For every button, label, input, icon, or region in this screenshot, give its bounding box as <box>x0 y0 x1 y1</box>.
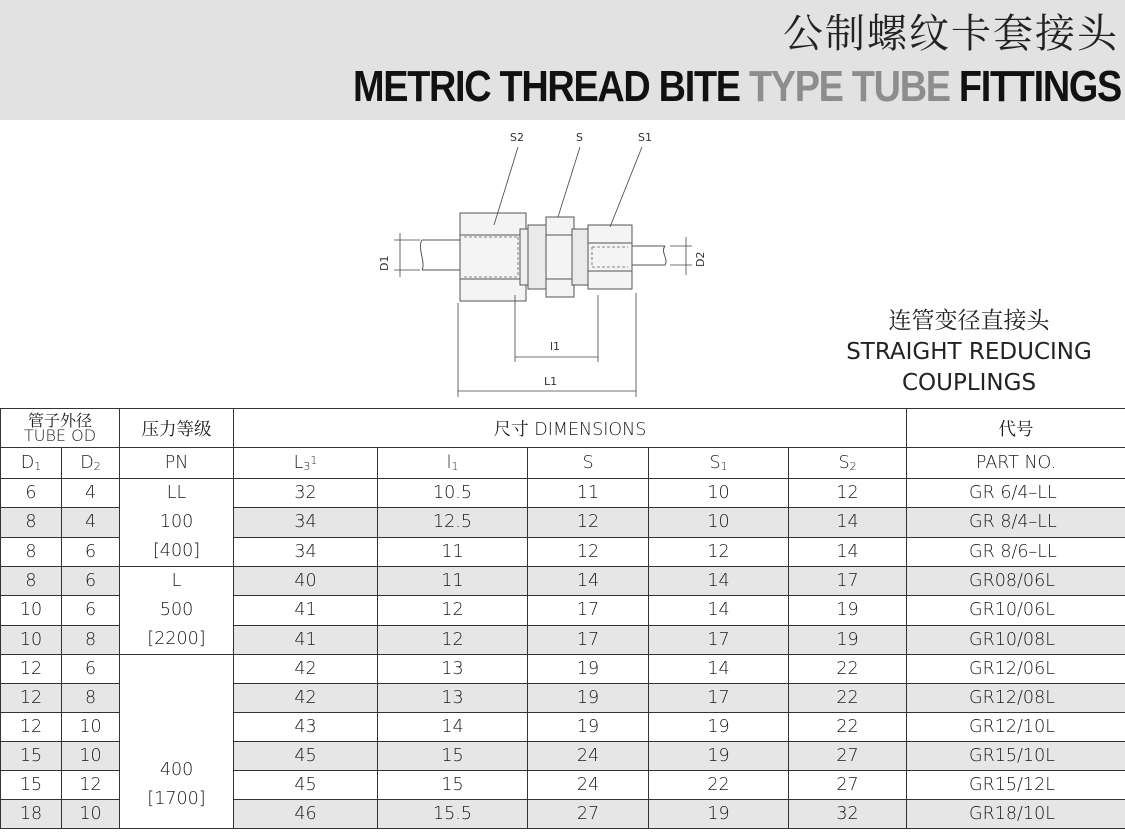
cell-s1: 22 <box>649 771 789 800</box>
cell-i1: 15 <box>378 742 528 771</box>
cell-l1: 42 <box>234 684 378 713</box>
cell-d2: 8 <box>62 684 120 713</box>
label-s2: S2 <box>510 131 524 144</box>
table-header-row-2 <box>1 448 1125 479</box>
cell-s2: 19 <box>789 596 907 625</box>
cell-s1: 10 <box>649 479 789 508</box>
cell-s1: 14 <box>649 655 789 684</box>
cell-s: 11 <box>528 479 649 508</box>
page-title-english <box>353 62 1121 112</box>
part-header-cn: 代号 <box>907 409 1125 448</box>
cell-s2: 14 <box>789 508 907 537</box>
pn-line: LL <box>166 483 187 503</box>
cell-d1: 8 <box>1 508 62 537</box>
cell-i1: 12 <box>378 625 528 654</box>
cell-d2: 6 <box>62 655 120 684</box>
cell-pn-group <box>120 655 234 829</box>
col-s2: S2 <box>789 448 907 479</box>
cell-d2: 8 <box>62 625 120 654</box>
label-s1: S1 <box>638 131 652 144</box>
title-part-2: TYPE TUBE <box>748 62 950 111</box>
col-i1: l1 <box>378 448 528 479</box>
cell-d1: 15 <box>1 771 62 800</box>
title-part-3: FITTINGS <box>949 62 1121 111</box>
dimensions-table <box>0 408 1125 829</box>
cell-part-no: GR15/12L <box>907 771 1125 800</box>
cell-s: 19 <box>528 684 649 713</box>
cell-d2: 4 <box>62 508 120 537</box>
cell-d1: 12 <box>1 655 62 684</box>
cell-s1: 19 <box>649 713 789 742</box>
cell-d2: 10 <box>62 713 120 742</box>
dimensions-header: 尺寸 DIMENSIONS <box>234 409 907 448</box>
cell-part-no: GR08/06L <box>907 567 1125 596</box>
cell-s: 17 <box>528 596 649 625</box>
pn-line <box>120 698 233 727</box>
label-s: S <box>576 131 583 144</box>
col-d2: D2 <box>62 448 120 479</box>
label-l1: L1 <box>544 375 558 388</box>
cell-s2: 27 <box>789 771 907 800</box>
cell-part-no: GR12/06L <box>907 655 1125 684</box>
cell-s: 12 <box>528 508 649 537</box>
col-s1: S1 <box>649 448 789 479</box>
subtitle-english-2: COUPLINGS <box>901 370 1037 396</box>
cell-d2: 6 <box>62 567 120 596</box>
cell-i1: 11 <box>378 537 528 566</box>
pn-line: [400] <box>152 541 201 561</box>
table-row <box>1 567 1125 596</box>
cell-pn-group <box>120 567 234 655</box>
cell-s2: 22 <box>789 655 907 684</box>
cell-d1: 12 <box>1 713 62 742</box>
table-body <box>1 479 1125 829</box>
subtitle-chinese: 连管变径直接头 <box>888 308 1050 334</box>
cell-s: 19 <box>528 655 649 684</box>
cell-d2: 12 <box>62 771 120 800</box>
cell-part-no: GR15/10L <box>907 742 1125 771</box>
cell-d1: 10 <box>1 596 62 625</box>
cell-s1: 14 <box>649 567 789 596</box>
col-part-no: PART NO. <box>907 448 1125 479</box>
cell-s2: 32 <box>789 800 907 829</box>
cell-d2: 4 <box>62 479 120 508</box>
cell-d1: 15 <box>1 742 62 771</box>
cell-l1: 34 <box>234 537 378 566</box>
col-l1: $L3^1$ <box>234 448 378 479</box>
col-pn: PN <box>120 448 234 479</box>
cell-i1: 13 <box>378 684 528 713</box>
tube-od-cn: 管子外径 <box>28 411 93 430</box>
table-row <box>1 655 1125 684</box>
cell-i1: 14 <box>378 713 528 742</box>
product-subtitle <box>819 306 1119 399</box>
cell-l1: 45 <box>234 742 378 771</box>
cell-s: 27 <box>528 800 649 829</box>
header-banner <box>0 0 1125 120</box>
cell-s2: 12 <box>789 479 907 508</box>
cell-s1: 10 <box>649 508 789 537</box>
tube-od-header <box>1 409 120 448</box>
cell-l1: 41 <box>234 596 378 625</box>
cell-d1: 8 <box>1 567 62 596</box>
pn-line: 500 <box>159 600 194 620</box>
cell-s1: 19 <box>649 800 789 829</box>
cell-d2: 10 <box>62 800 120 829</box>
table-row <box>1 479 1125 508</box>
cell-s2: 27 <box>789 742 907 771</box>
cell-s1: 17 <box>649 684 789 713</box>
col-d1: D1 <box>1 448 62 479</box>
cell-l1: 41 <box>234 625 378 654</box>
cell-part-no: GR12/10L <box>907 713 1125 742</box>
cell-part-no: GR 8/4–LL <box>907 508 1125 537</box>
cell-l1: 32 <box>234 479 378 508</box>
cell-i1: 15 <box>378 771 528 800</box>
subtitle-english-1: STRAIGHT REDUCING <box>846 339 1092 365</box>
cell-l1: 40 <box>234 567 378 596</box>
cell-part-no: GR 8/6–LL <box>907 537 1125 566</box>
cell-d1: 10 <box>1 625 62 654</box>
cell-s: 24 <box>528 771 649 800</box>
cell-d1: 12 <box>1 684 62 713</box>
cell-d1: 8 <box>1 537 62 566</box>
cell-l1: 46 <box>234 800 378 829</box>
cell-d2: 10 <box>62 742 120 771</box>
cell-s: 12 <box>528 537 649 566</box>
label-d2: D2 <box>694 251 707 267</box>
label-d1: D1 <box>378 255 391 271</box>
cell-s2: 22 <box>789 684 907 713</box>
cell-l1: 45 <box>234 771 378 800</box>
cell-s: 14 <box>528 567 649 596</box>
pn-line <box>120 727 233 756</box>
cell-s1: 19 <box>649 742 789 771</box>
pn-line: L <box>171 571 182 591</box>
pn-line <box>120 669 233 698</box>
pn-line: 100 <box>159 512 194 532</box>
cell-i1: 12 <box>378 596 528 625</box>
cell-i1: 11 <box>378 567 528 596</box>
cell-l1: 42 <box>234 655 378 684</box>
cell-part-no: GR 6/4–LL <box>907 479 1125 508</box>
pn-header-cn: 压力等级 <box>120 409 234 448</box>
page-title-chinese: 公制螺纹卡套接头 <box>783 11 1119 57</box>
cell-l1: 34 <box>234 508 378 537</box>
cell-i1: 13 <box>378 655 528 684</box>
tube-od-en: TUBE OD <box>23 426 97 445</box>
cell-d2: 6 <box>62 537 120 566</box>
cell-d2: 6 <box>62 596 120 625</box>
cell-s1: 14 <box>649 596 789 625</box>
cell-s2: 14 <box>789 537 907 566</box>
table-header-row-1 <box>1 409 1125 448</box>
pn-line: [1700] <box>147 789 206 809</box>
cell-s1: 17 <box>649 625 789 654</box>
cell-l1: 43 <box>234 713 378 742</box>
cell-part-no: GR10/06L <box>907 596 1125 625</box>
title-part-1: METRIC THREAD BITE <box>353 62 749 111</box>
cell-part-no: GR18/10L <box>907 800 1125 829</box>
cell-d1: 6 <box>1 479 62 508</box>
cell-s2: 17 <box>789 567 907 596</box>
cell-d1: 18 <box>1 800 62 829</box>
cell-i1: 15.5 <box>378 800 528 829</box>
pn-line: 400 <box>159 760 194 780</box>
cell-part-no: GR12/08L <box>907 684 1125 713</box>
label-l1-small: l1 <box>550 340 561 353</box>
cell-s2: 19 <box>789 625 907 654</box>
cell-s1: 12 <box>649 537 789 566</box>
fitting-drawing <box>360 125 720 400</box>
pn-line: [2200] <box>147 629 206 649</box>
cell-s2: 22 <box>789 713 907 742</box>
cell-i1: 10.5 <box>378 479 528 508</box>
cell-pn-group <box>120 479 234 567</box>
cell-s: 24 <box>528 742 649 771</box>
col-s: S <box>528 448 649 479</box>
cell-part-no: GR10/08L <box>907 625 1125 654</box>
cell-i1: 12.5 <box>378 508 528 537</box>
cell-s: 19 <box>528 713 649 742</box>
cell-s: 17 <box>528 625 649 654</box>
